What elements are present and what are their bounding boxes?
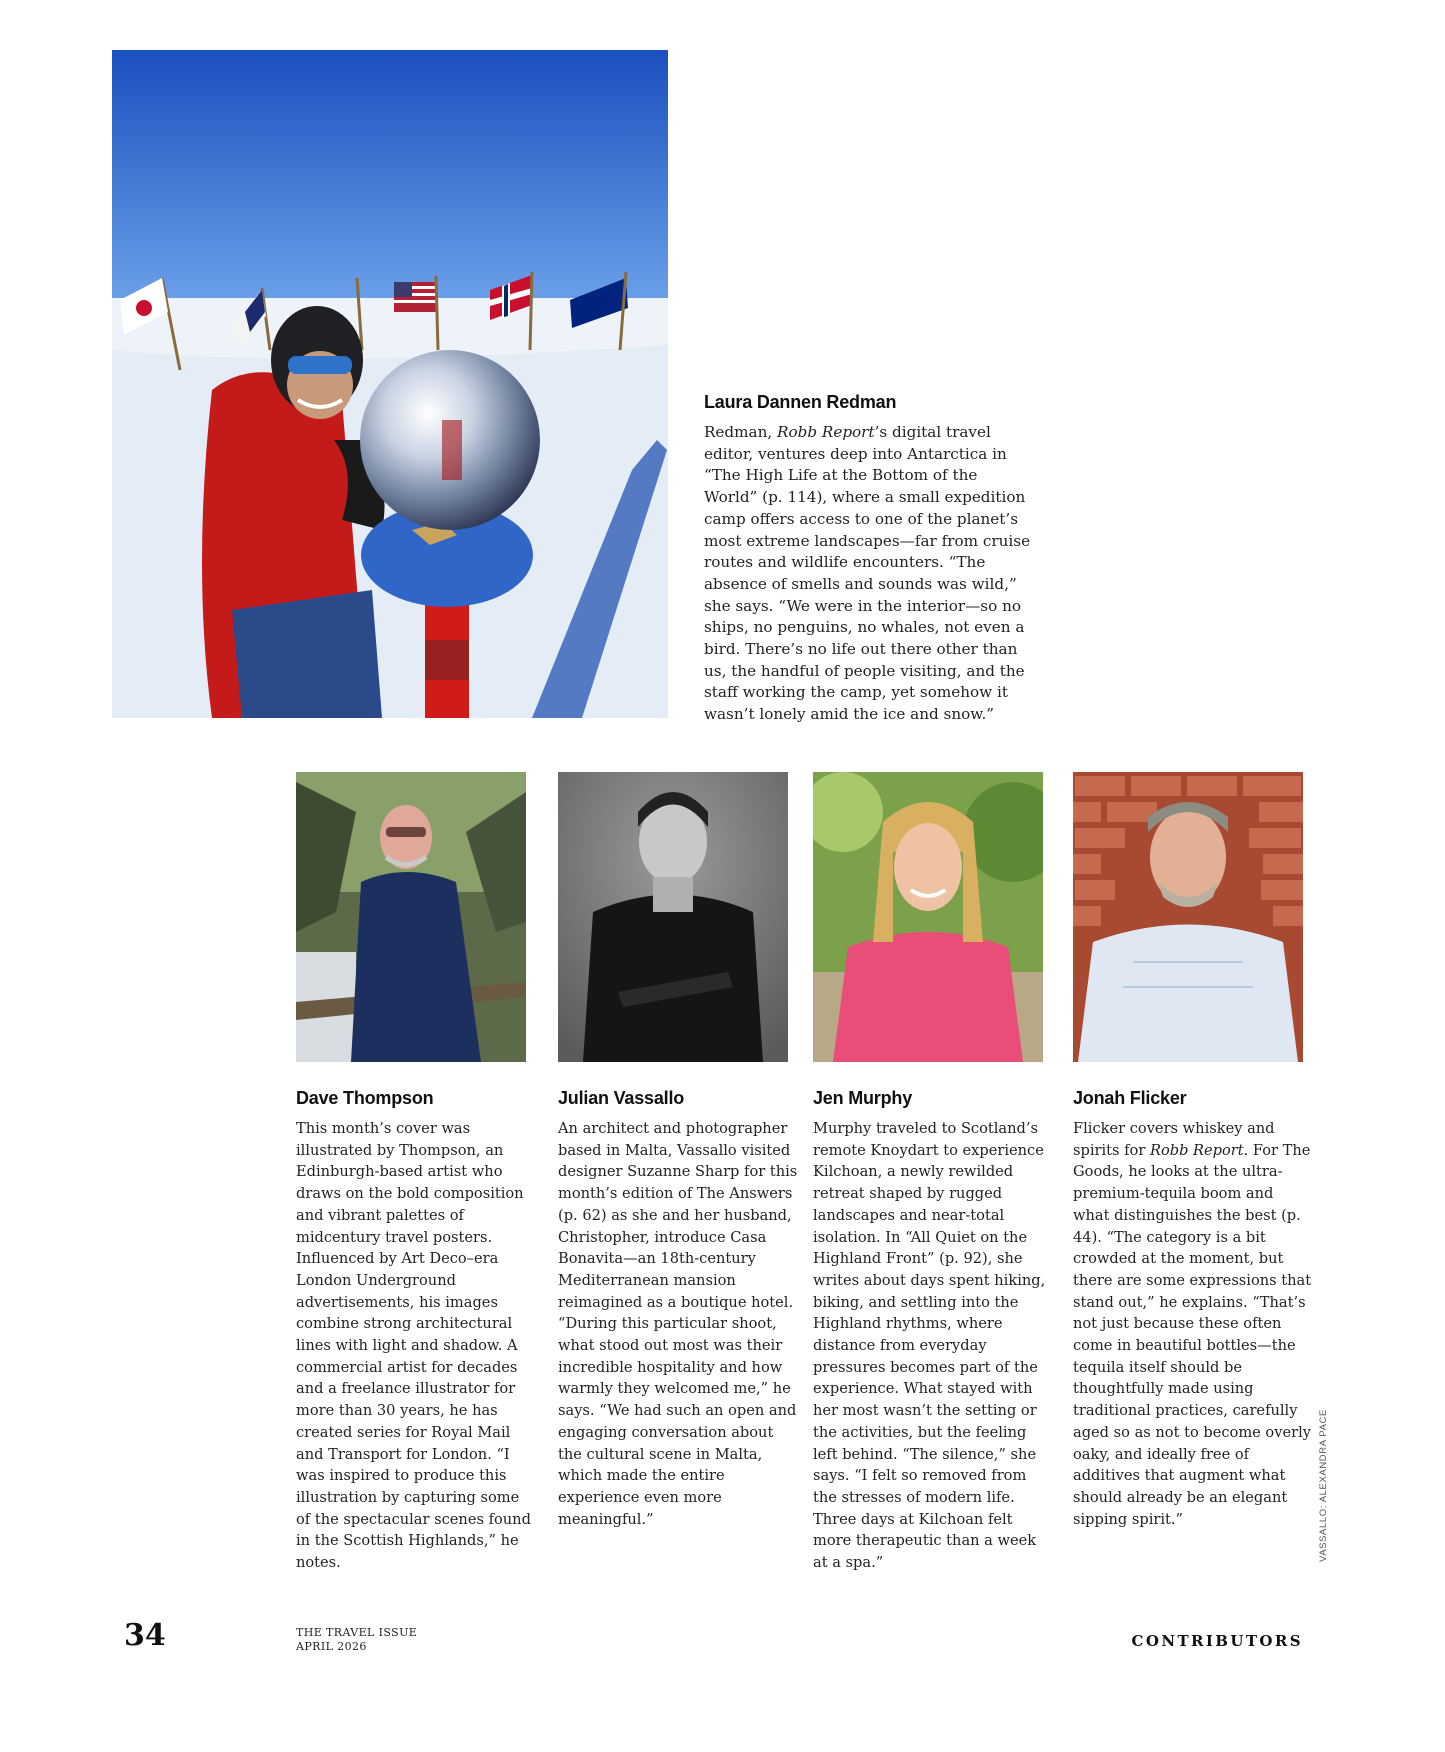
feature-contributor — [704, 392, 1034, 726]
contributor-card-dave-thompson — [296, 772, 536, 1574]
portrait-photo — [1073, 772, 1303, 1062]
contributor-card-jonah-flicker — [1073, 772, 1313, 1530]
portrait-photo — [296, 772, 526, 1062]
contributor-name: Laura Dannen Redman — [704, 392, 897, 412]
contributor-bio: Murphy traveled to Scotland’s remote Knoydart to experience Kilchoan, a newly rewilded retreat shaped by rugged landscapes and near-total isolation. In “All Quiet on the Highland Front” (p. 92), she writes about days spent hiking, biking, and settling into the Highland rhythms, where distance from everyday pressures becomes part of the experience. What stayed with her most wasn’t the setting or the activities, but the feeling left behind. “The silence,” she says. “I felt so removed from the stresses of modern life. Three days at Kilchoan felt more therapeutic than a week at a spa.” — [813, 1120, 1046, 1572]
hero-photo-antarctica — [112, 50, 668, 718]
contributor-bio: Flicker covers whiskey and spirits for Robb Report. For The Goods, he looks at the ultra-premium-tequila boom and what distinguishes the best (p. 44). “The category is a bit crowded at the moment, but there are some expressions that stand out,” he explains. “That’s not just because these often come in beautiful bottles—the tequila itself should be thoughtfully made using traditional practices, carefully aged so as not to become overly oaky, and ideally free of additives that augment what should already be an elegant sipping spirit.” — [1073, 1120, 1312, 1528]
portrait-photo — [813, 772, 1043, 1062]
contributor-name: Dave Thompson — [296, 1088, 434, 1108]
contributor-name: Jen Murphy — [813, 1088, 913, 1108]
contributor-name: Jonah Flicker — [1073, 1088, 1187, 1108]
photo-credit: VASSALLO: ALEXANDRA PACE — [1318, 1409, 1329, 1562]
section-title: CONTRIBUTORS — [1131, 1632, 1303, 1650]
contributor-card-jen-murphy — [813, 772, 1053, 1574]
page-number: 34 — [124, 1618, 166, 1653]
issue-date: APRIL 2026 — [296, 1640, 367, 1653]
contributor-bio: Redman, Robb Report’s digital travel editor, ventures deep into Antarctica in “The High Life at the Bottom of the World” (p. 114), where a small expedition camp offers access to one of the planet’s most extreme landscapes—far from cruise routes and wildlife encounters. “The absence of smells and sounds was wild,” she says. “We were in the interior—so no ships, no penguins, no whales, not even a bird. There’s no life out there other than us, the handful of people visiting, and the staff working the camp, yet somehow it wasn’t lonely amid the ice and snow.” — [704, 423, 1031, 724]
issue-info — [296, 1626, 417, 1654]
contributor-bio: This month’s cover was illustrated by Thompson, an Edinburgh-based artist who draws on the bold composition and vibrant palettes of midcentury travel posters. Influenced by Art Deco–era London Underground advertisements, his images combine strong architectural lines with light and shadow. A commercial artist for decades and a freelance illustrator for more than 30 years, he has created series for Royal Mail and Transport for London. “I was inspired to produce this illustration by capturing some of the spectacular scenes found in the Scottish Highlands,” he notes. — [296, 1120, 531, 1572]
issue-title: THE TRAVEL ISSUE — [296, 1626, 418, 1639]
contributor-bio: An architect and photographer based in Malta, Vassallo visited designer Suzanne Sharp for this month’s edition of The Answers (p. 62) as she and her husband, Christopher, introduce Casa Bonavita—an 18th-century Mediterranean mansion reimagined as a boutique hotel. “During this particular shoot, what stood out most was their incredible hospitality and how warmly they welcomed me,” he says. “We had such an open and engaging conversation about the cultural scene in Malta, which made the entire experience even more meaningful.” — [558, 1120, 798, 1528]
contributor-card-julian-vassallo — [558, 772, 798, 1530]
portrait-photo — [558, 772, 788, 1062]
contributor-name: Julian Vassallo — [558, 1088, 685, 1108]
